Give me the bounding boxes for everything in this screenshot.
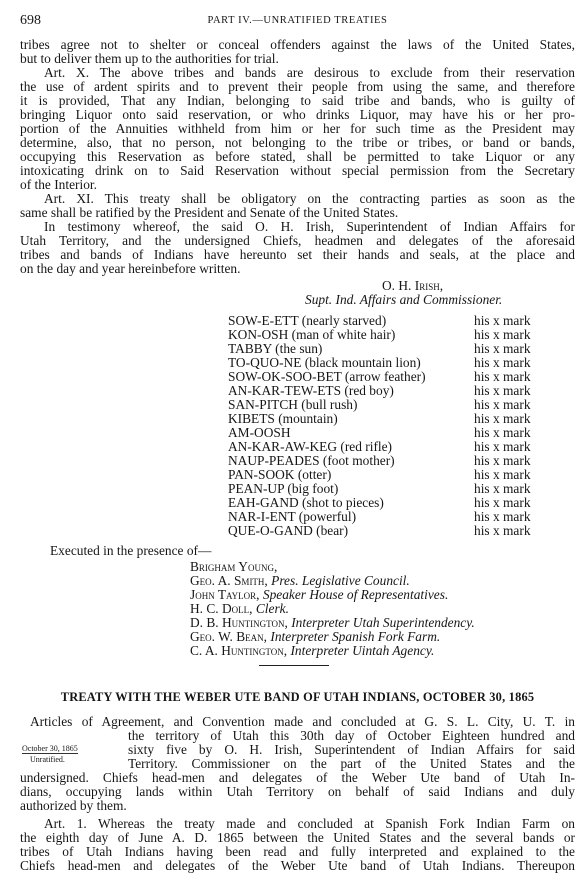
chief-name: AN-KAR-TEW-ETS (red boy) [228, 383, 394, 398]
chief-row [228, 510, 543, 524]
chief-name: TO-QUO-NE (black mountain lion) [228, 355, 421, 370]
witness-row [190, 644, 434, 658]
chief-row [228, 328, 543, 342]
chief-row [228, 384, 543, 398]
witness-name: C. A. Huntington, [190, 643, 288, 658]
text-line: Art. XI. This treaty shall be obligatory on the contracting parties as soon as the [44, 191, 575, 206]
chief-mark: his x mark [474, 509, 531, 524]
chief-name: TABBY (the sun) [228, 341, 323, 356]
chief-name: NAUP-PEADES (foot mother) [228, 453, 395, 468]
chief-mark: his x mark [474, 411, 531, 426]
chief-mark: his x mark [474, 341, 531, 356]
witness-name: D. B. Huntington, [190, 615, 288, 630]
chief-mark: his x mark [474, 369, 531, 384]
witness-name: Brigham Young, [190, 559, 278, 574]
chief-row [228, 398, 543, 412]
witness-title: Interpreter Utah Superintendency. [291, 615, 475, 630]
witness-name: H. C. Doll, [190, 601, 253, 616]
witness-name: Geo. W. Bean, [190, 629, 268, 644]
text-line: sixty five by O. H. Irish, Superintendent of Indian Affairs for said [128, 742, 575, 757]
witness-title: Pres. Legislative Council. [271, 573, 410, 588]
witness-row [190, 616, 475, 630]
chief-row [228, 496, 543, 510]
text-line: the territory of Utah this 30th day of October Eighteen hundred and [128, 728, 575, 743]
chief-row [228, 440, 543, 454]
running-header [20, 13, 575, 29]
chief-mark: his x mark [474, 495, 531, 510]
witness-row [190, 574, 410, 588]
chief-name: QUE-O-GAND (bear) [228, 523, 349, 538]
witness-row [190, 602, 289, 616]
signatory-name: O. H. Irish, [382, 278, 444, 293]
chief-mark: his x mark [474, 327, 531, 342]
running-title: PART IV.—UNRATIFIED TREATIES [207, 15, 388, 26]
chief-row [228, 524, 543, 538]
text-line: authorized by them. [20, 798, 127, 813]
text-line: In testimony whereof, the said O. H. Irish, Superintendent of Indian Affairs for [44, 219, 575, 234]
chief-row [228, 426, 543, 440]
text-line: Utah Territory, and the undersigned Chiefs, headmen and delegates of the aforesaid [20, 233, 575, 248]
text-line: the use of ardent spirits and to prevent their people from using the same, and therefore [20, 79, 575, 94]
chief-name: KON-OSH (man of white hair) [228, 327, 396, 342]
signatory-title: Supt. Ind. Affairs and Commissioner. [305, 292, 503, 307]
witness-name: John Taylor, [190, 587, 260, 602]
chief-row [228, 482, 543, 496]
text-line: same shall be ratified by the President and Senate of the United States. [20, 205, 399, 220]
text-line: Territory. Commissioner on the part of the United States and the [128, 756, 575, 771]
text-line: undersigned. Chiefs head-men and delegates of the Weber Ute band of Utah In- [20, 770, 575, 785]
text-line: the eighth day of June A. D. 1865 between the United States and the several bands or [20, 830, 575, 845]
chief-mark: his x mark [474, 425, 531, 440]
text-line: tribes of Utah Indians having been read and fully interpreted and explained to the [20, 844, 575, 859]
chief-name: PAN-SOOK (otter) [228, 467, 332, 482]
witness-title: Speaker House of Representatives. [262, 587, 449, 602]
chief-name: AN-KAR-AW-KEG (red rifle) [228, 439, 393, 454]
chief-mark: his x mark [474, 355, 531, 370]
chief-mark: his x mark [474, 453, 531, 468]
chief-mark: his x mark [474, 467, 531, 482]
chief-name: SAN-PITCH (bull rush) [228, 397, 358, 412]
margin-note-status: Unratified. [30, 755, 65, 764]
text-line: portion of the Annuities withheld from him or her for such time as the President may [20, 121, 575, 136]
text-line: determine, also, that no person, not belonging to the tribe or tribes, or band or bands, [20, 135, 575, 150]
chief-name: AM-OOSH [228, 425, 291, 440]
section-divider [259, 665, 329, 666]
margin-note-rule [22, 753, 78, 754]
text-line: tribes and bands of Indians have hereunto set their hands and seals, at the place and [20, 247, 575, 262]
chief-mark: his x mark [474, 523, 531, 538]
text-line: intoxicating drink on to Said Reservation without special permission from the Secretary [20, 163, 575, 178]
chief-name: PEAN-UP (big foot) [228, 481, 339, 496]
text-line: it is provided, That any Indian, belonging to said tribe and bands, who is guilty of [20, 93, 575, 108]
chief-row [228, 314, 543, 328]
chief-name: EAH-GAND (shot to pieces) [228, 495, 384, 510]
text-line: but to deliver them up to the authorities for trial. [20, 51, 279, 66]
witness-name: Geo. A. Smith, [190, 573, 268, 588]
witness-title: Interpreter Spanish Fork Farm. [270, 629, 441, 644]
chief-name: SOW-OK-SOO-BET (arrow feather) [228, 369, 426, 384]
witness-row [190, 630, 440, 644]
chief-mark: his x mark [474, 439, 531, 454]
text-line: Articles of Agreement, and Convention made and concluded at G. S. L. City, U. T. in [30, 714, 575, 729]
chief-mark: his x mark [474, 313, 531, 328]
witness-title: Interpreter Uintah Agency. [290, 643, 435, 658]
section-title: TREATY WITH THE WEBER UTE BAND OF UTAH INDIANS, OCTOBER 30, 1865 [60, 690, 535, 704]
text-line: occupying this Reservation as before stated, shall be permitted to take Liquor or any [20, 149, 575, 164]
witness-intro: Executed in the presence of— [50, 543, 212, 558]
text-line: on the day and year hereinbefore written. [20, 261, 241, 276]
witness-row [190, 588, 448, 602]
text-line: Chiefs head-men and delegates of the Weber Ute band of Utah Indians. Thereupon [20, 858, 575, 873]
text-line: dians, occupying lands within Utah Territory on behalf of said Indians and duly [20, 784, 575, 799]
chief-mark: his x mark [474, 397, 531, 412]
margin-note-date: October 30, 1865 [22, 744, 78, 753]
text-line: Art. 1. Whereas the treaty made and concluded at Spanish Fork Indian Farm on [44, 816, 575, 831]
chief-name: KIBETS (mountain) [228, 411, 338, 426]
chief-row [228, 356, 543, 370]
chief-row [228, 468, 543, 482]
chief-mark: his x mark [474, 481, 531, 496]
chief-name: NAR-I-ENT (powerful) [228, 509, 357, 524]
chief-mark: his x mark [474, 383, 531, 398]
text-line: of the Interior. [20, 177, 97, 192]
witness-title: Clerk. [255, 601, 289, 616]
chief-row [228, 454, 543, 468]
chief-row [228, 412, 543, 426]
text-line: bringing Liquor onto said reservation, or who drinks Liquor, may have his or her pro- [20, 107, 575, 122]
text-line: Art. X. The above tribes and bands are desirous to exclude from their reservation [44, 65, 575, 80]
chief-row [228, 370, 543, 384]
text-line: tribes agree not to shelter or conceal offenders against the laws of the United States, [20, 37, 575, 52]
page-number: 698 [20, 13, 41, 28]
chief-name: SOW-E-ETT (nearly starved) [228, 313, 387, 328]
witness-row [190, 560, 277, 574]
chief-row [228, 342, 543, 356]
